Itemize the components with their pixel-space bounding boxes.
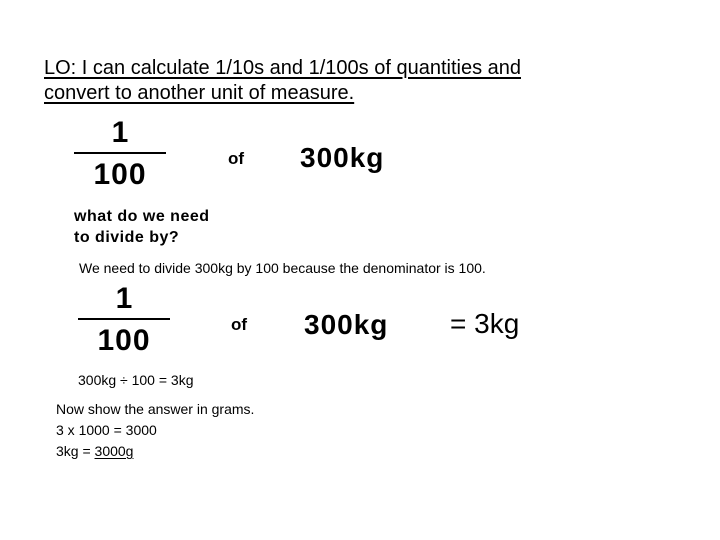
fraction-bar [74, 152, 166, 154]
calculation-text: 300kg ÷ 100 = 3kg [78, 372, 194, 388]
fraction-one-hundredth [74, 118, 166, 190]
grams-answer-value: 3000g [94, 443, 134, 459]
question-line-1: what do we need [74, 208, 210, 225]
result-label: = 3kg [450, 308, 520, 339]
division-question [74, 206, 210, 248]
objective-line-1: LO: I can calculate 1/10s and 1/100s of quantities and [44, 57, 521, 79]
fraction-denominator: 100 [97, 324, 151, 357]
grams-answer-prefix: 3kg = [56, 443, 95, 459]
fraction-one-hundredth-second [78, 284, 170, 356]
objective-line-2: convert to another unit of measure. [44, 82, 355, 104]
fraction-numerator: 1 [111, 116, 129, 149]
fraction-denominator: 100 [93, 158, 147, 191]
of-label: of [228, 149, 245, 168]
fraction-bar [78, 318, 170, 320]
of-label-second: of [231, 315, 248, 334]
fraction-numerator: 1 [115, 282, 133, 315]
learning-objective [44, 56, 521, 106]
grams-instruction: Now show the answer in grams. [56, 401, 255, 417]
explanation-text: We need to divide 300kg by 100 because the denominator is 100. [79, 260, 486, 276]
grams-section [56, 399, 254, 462]
grams-step: 3 x 1000 = 3000 [56, 422, 157, 438]
grams-answer [56, 441, 254, 462]
quantity-label: 300kg [300, 142, 385, 173]
quantity-label-second: 300kg [304, 309, 389, 340]
question-line-2: to divide by? [74, 229, 180, 246]
